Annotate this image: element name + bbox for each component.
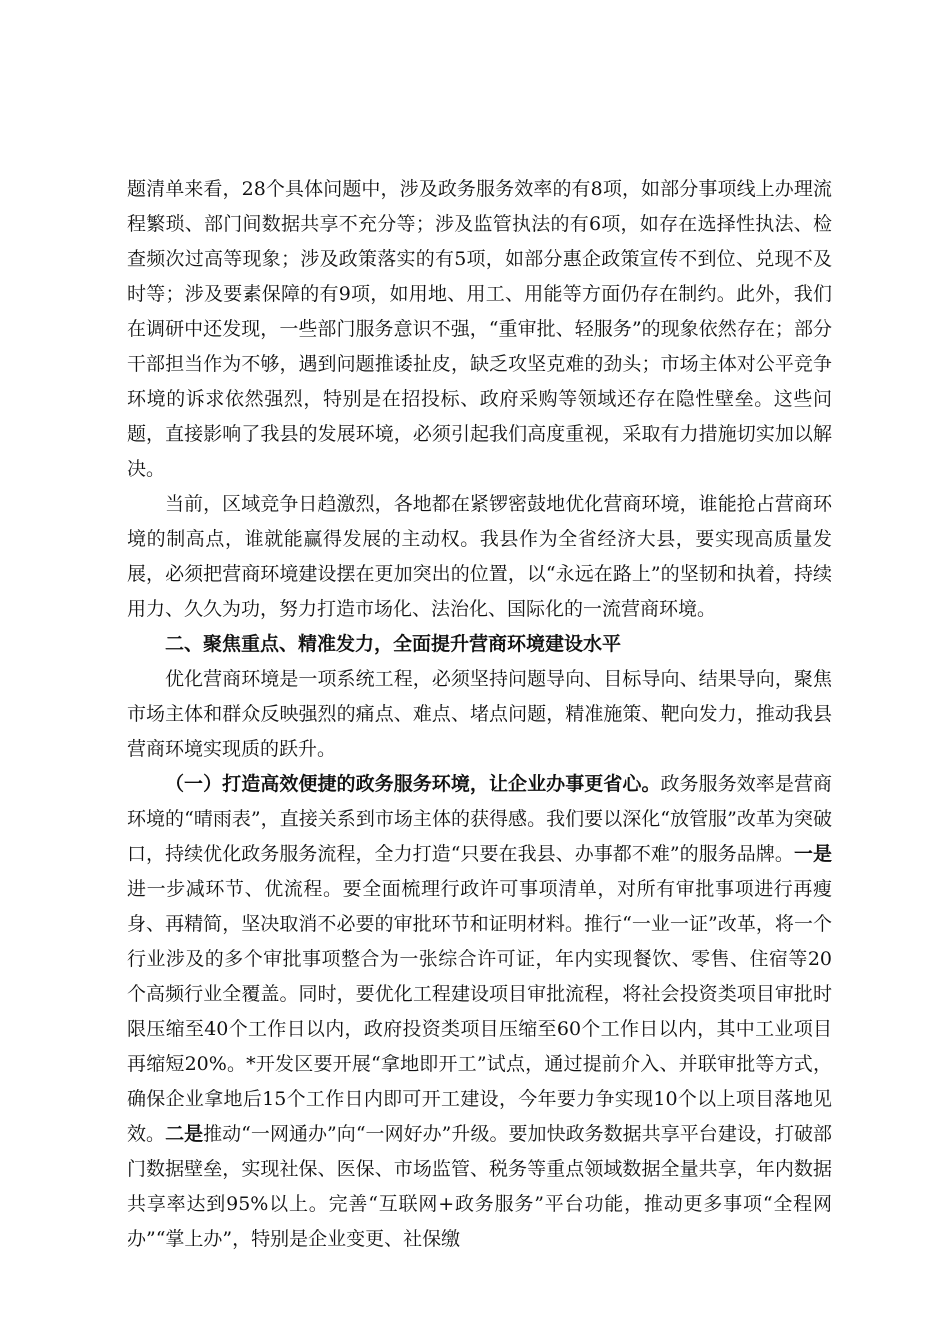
point-text-2: 推动“一网通办”向“一网好办”升级。要加快政务数据共享平台建设，打破部门数据壁垒，实现社保、医保、市场监管、税务等重点领域数据全量共享，年内数据共享率达到95%以上。完善“互联网+政务服务”平台功能，推动更多事项“全程网办”“掌上办”，特别是企业变更、社保缴 <box>127 1123 832 1250</box>
paragraph-current-situation: 当前，区域竞争日趋激烈，各地都在紧锣密鼓地优化营商环境，谁能抢占营商环境的制高点，谁就能赢得发展的主动权。我县作为全省经济大县，要实现高质量发展，必须把营商环境建设摆在更加突出的位置，以“永远在路上”的坚韧和执着，持续用力、久久为功，努力打造市场化、法治化、国际化的一流营商环境。 <box>127 493 832 620</box>
point-text-1: 进一步减环节、优流程。要全面梳理行政许可事项清单，对所有审批事项进行再瘦身、再精简，坚决取消不必要的审批环节和证明材料。推行“一业一证”改革，将一个行业涉及的多个审批事项整合为一张综合许可证，年内实现餐饮、零售、住宿等20个高频行业全覆盖。同时，要优化工程建设项目审批流程，将社会投资类项目审批时限压缩至40个工作日以内，政府投资类项目压缩至60个工作日以内，其中工业项目再缩短20%。*开发区要开展“拿地即开工”试点，通过提前介入、并联审批等方式，确保企业拿地后15个工作日内即可开工建设，今年要力争实现10个以上项目落地见效。 <box>127 878 832 1145</box>
point-label-1: 一是 <box>793 843 832 865</box>
paragraph-continuation: 题清单来看，28个具体问题中，涉及政务服务效率的有8项，如部分事项线上办理流程繁琐、部门间数据共享不充分等；涉及监管执法的有6项，如存在选择性执法、检查频次过高等现象；涉及政策落实的有5项，如部分惠企政策宣传不到位、兑现不及时等；涉及要素保障的有9项，如用地、用工、用能等方面仍存在制约。此外，我们在调研中还发现，一些部门服务意识不强，“重审批、轻服务”的现象依然存在；部分干部担当作为不够，遇到问题推诿扯皮，缺乏攻坚克难的劲头；市场主体对公平竞争环境的诉求依然强烈，特别是在招投标、政府采购等领域还存在隐性壁垒。这些问题，直接影响了我县的发展环境，必须引起我们高度重视，采取有力措施切实加以解决。 <box>127 178 832 480</box>
paragraph-item-1 <box>127 767 832 1257</box>
point-label-2: 二是 <box>165 1123 204 1145</box>
subsection-text: 政务服务效率是营商环境的“晴雨表”，直接关系到市场主体的获得感。我们要以深化“放管服”改革为突破口，持续优化政务服务流程，全力打造“只要在我县、办事都不难”的服务品牌。 <box>127 773 832 865</box>
subsection-heading-1: （一）打造高效便捷的政务服务环境，让企业办事更省心。 <box>165 773 661 795</box>
paragraph-section-intro: 优化营商环境是一项系统工程，必须坚持问题导向、目标导向、结果导向，聚焦市场主体和群众反映强烈的痛点、难点、堵点问题，精准施策、靶向发力，推动我县营商环境实现质的跃升。 <box>127 668 832 760</box>
document-body <box>127 172 832 1257</box>
section-heading-2: 二、聚焦重点、精准发力，全面提升营商环境建设水平 <box>165 633 622 655</box>
